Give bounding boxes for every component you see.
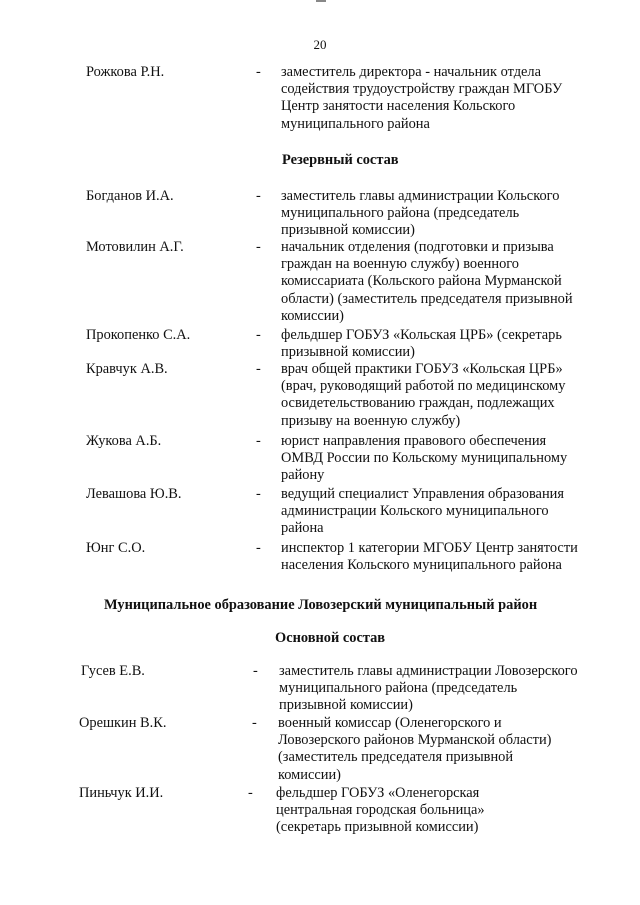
dash: - (256, 486, 261, 502)
scan-artifact (316, 0, 326, 2)
section-heading-reserve: Резервный состав (282, 152, 399, 168)
member-role: ведущий специалист Управления образования администрации Кольского муниципального района (281, 486, 564, 537)
dash: - (256, 433, 261, 449)
member-name: Мотовилин А.Г. (86, 239, 184, 255)
dash: - (256, 239, 261, 255)
dash: - (248, 785, 253, 801)
municipality-heading: Муниципальное образование Ловозерский муниципальный район (104, 597, 538, 613)
member-role: юрист направления правового обеспечения ОМВД России по Кольскому муниципальному району (281, 433, 568, 484)
member-role: заместитель главы администрации Ловозерского муниципального района (председатель призывной комиссии) (279, 663, 578, 714)
member-name: Прокопенко С.А. (86, 327, 191, 343)
dash: - (256, 64, 261, 80)
member-role: инспектор 1 категории МГОБУ Центр занятости населения Кольского муниципального района (281, 540, 578, 574)
member-name: Орешкин В.К. (79, 715, 167, 731)
member-name: Гусев Е.В. (81, 663, 145, 679)
dash: - (256, 327, 261, 343)
dash: - (256, 188, 261, 204)
dash: - (252, 715, 257, 731)
page-number: 20 (313, 37, 327, 52)
member-role: врач общей практики ГОБУЗ «Кольская ЦРБ» (врач, руководящий работой по медицинскому освидетельствованию граждан, подлежащих призыву на военную службу) (281, 361, 566, 429)
member-name: Кравчук А.В. (86, 361, 168, 377)
member-name: Левашова Ю.В. (86, 486, 182, 502)
member-name: Жукова А.Б. (86, 433, 162, 449)
member-name: Рожкова Р.Н. (86, 64, 165, 80)
dash: - (256, 361, 261, 377)
member-role: начальник отделения (подготовки и призыва граждан на военную службу) военного комиссариата (Кольского района Мурманской области) (заместитель председателя призывной комиссии) (281, 239, 573, 324)
member-name: Юнг С.О. (86, 540, 146, 556)
member-role: заместитель директора - начальник отдела содействия трудоустройству граждан МГОБУ Центр занятости населения Кольского муниципального района (281, 64, 563, 132)
member-role: фельдшер ГОБУЗ «Кольская ЦРБ» (секретарь призывной комиссии) (281, 327, 562, 361)
member-role: военный комиссар (Оленегорского и Ловозерского районов Мурманской области) (заместитель председателя призывной комиссии) (278, 715, 552, 783)
member-role: фельдшер ГОБУЗ «Оленегорская центральная городская больница» (секретарь призывной комиссии) (276, 785, 485, 836)
dash: - (253, 663, 258, 679)
member-name: Пиньчук И.И. (79, 785, 164, 801)
member-name: Богданов И.А. (86, 188, 174, 204)
dash: - (256, 540, 261, 556)
member-role: заместитель главы администрации Кольского муниципального района (председатель призывной комиссии) (281, 188, 560, 239)
section-heading-main: Основной состав (275, 630, 386, 646)
